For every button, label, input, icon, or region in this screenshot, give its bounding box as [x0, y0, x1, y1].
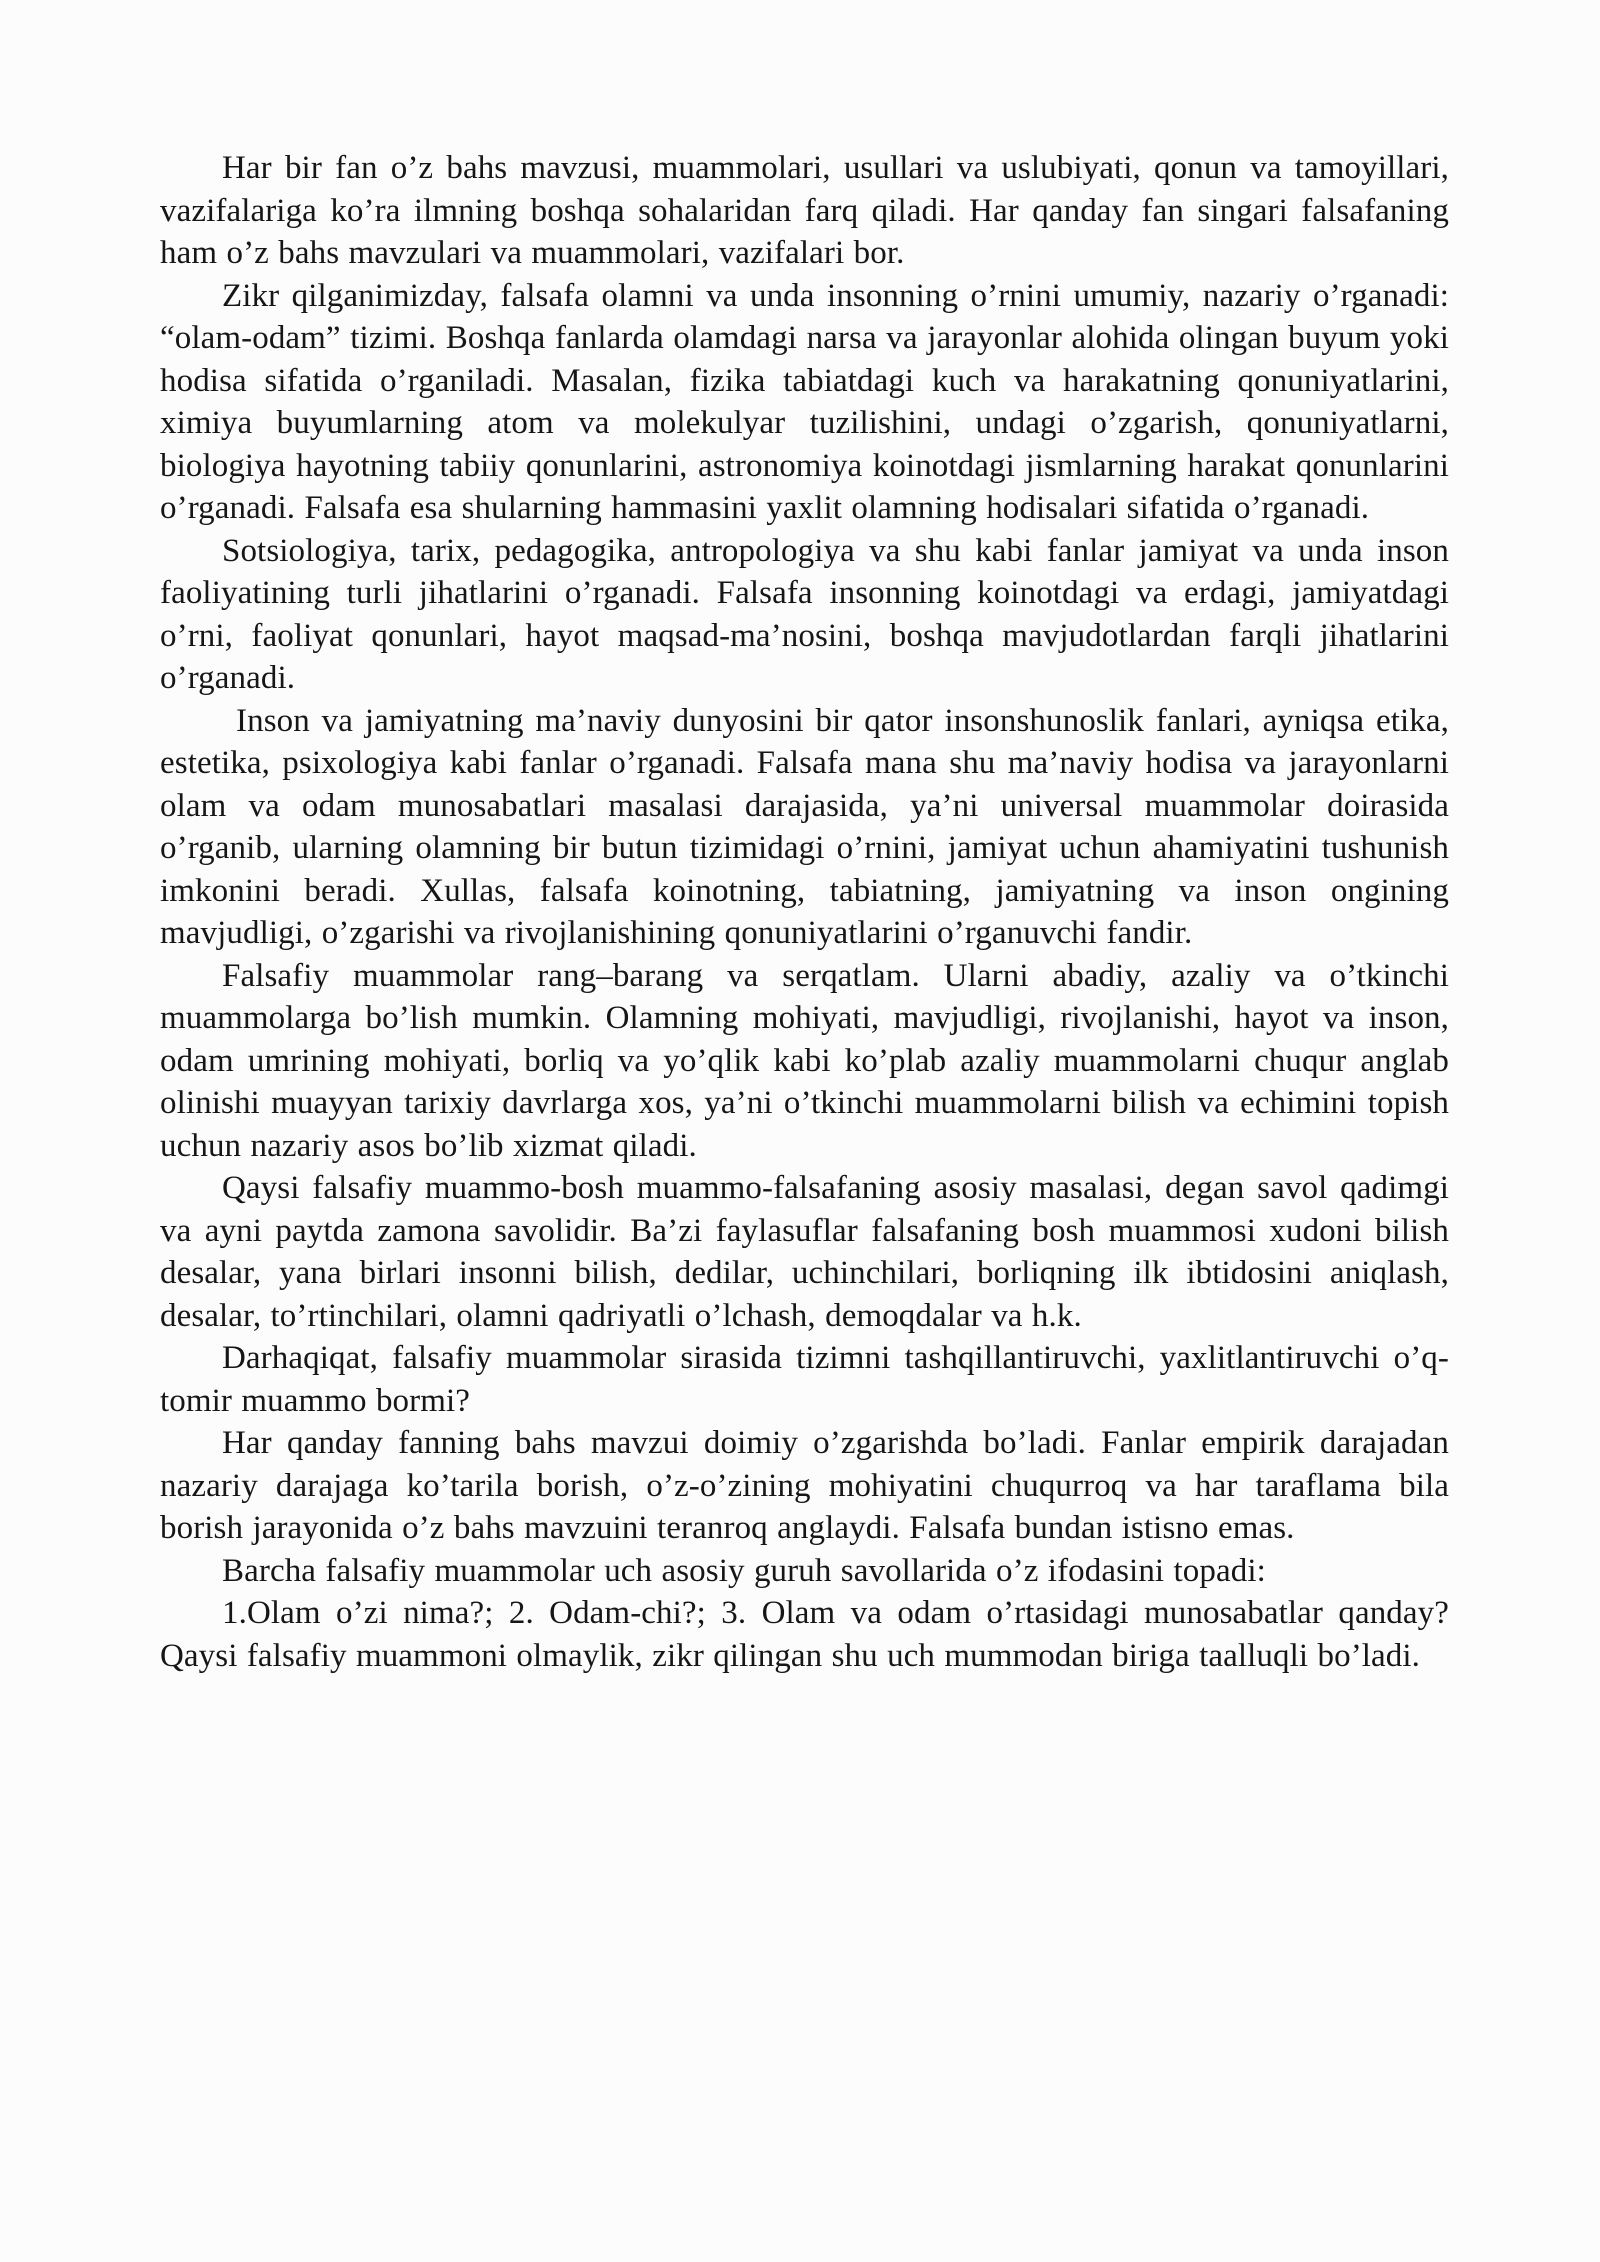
paragraph: Zikr qilganimizday, falsafa olamni va unda insonning o’rnini umumiy, nazariy o’rganadi: “olam-odam” tizimi. Boshqa fanlarda olamdagi narsa va jarayonlar alohida olingan buyum yoki hodisa sifatida o’rganiladi. Masalan, fizika tabiatdagi kuch va harakatning qonuniyatlarini, ximiya buyumlarning atom va molekulyar tuzilishini, undagi o’zgarish, qonuniyatlarni, biologiya hayotning tabiiy qonunlarini, astronomiya koinotdagi jismlarning harakat qonunlarini o’rganadi. Falsafa esa shularning hammasini yaxlit olamning hodisalari sifatida o’rganadi.: [160, 277, 1449, 526]
paragraph: Har bir fan o’z bahs mavzusi, muammolari, usullari va uslubiyati, qonun va tamoyillari, vazifalariga ko’ra ilmning boshqa sohalaridan farq qiladi. Har qanday fan singari falsafaning ham o’z bahs mavzulari va muammolari, vazifalari bor.: [160, 150, 1449, 271]
paragraph: Har qanday fanning bahs mavzui doimiy o’zgarishda bo’ladi. Fanlar empirik darajadan nazariy darajaga ko’tarila borish, o’z-o’zining mohiyatini chuqurroq va har taraflama bila borish jarayonida o’z bahs mavzuini teranroq anglaydi. Falsafa bundan istisno emas.: [160, 1425, 1449, 1546]
paragraph: Falsafiy muammolar rang–barang va serqatlam. Ularni abadiy, azaliy va o’tkinchi muammolarga bo’lish mumkin. Olamning mohiyati, mavjudligi, rivojlanishi, hayot va inson, odam umrining mohiyati, borliq va yo’qlik kabi ko’plab azaliy muammolarni chuqur anglab olinishi muayyan tarixiy davrlarga xos, ya’ni o’tkinchi muammolarni bilish va echimini topish uchun nazariy asos bo’lib xizmat qiladi.: [160, 957, 1449, 1164]
paragraph: Inson va jamiyatning ma’naviy dunyosini bir qator insonshunoslik fanlari, ayniqsa etika, estetika, psixologiya kabi fanlar o’rganadi. Falsafa mana shu ma’naviy hodisa va jarayonlarni olam va odam munosabatlari masalasi darajasida, ya’ni universal muammolar doirasida o’rganib, ularning olamning bir butun tizimidagi o’rnini, jamiyat uchun ahamiyatini tushunish imkonini beradi. Xullas, falsafa koinotning, tabiatning, jamiyatning va inson ongining mavjudligi, o’zgarishi va rivojlanishining qonuniyatlarini o’rganuvchi fandir.: [160, 702, 1449, 951]
paragraph: Darhaqiqat, falsafiy muammolar sirasida tizimni tashqillantiruvchi, yaxlitlantiruvchi o’q-tomir muammo bormi?: [160, 1340, 1449, 1419]
paragraph: Qaysi falsafiy muammo-bosh muammo-falsafaning asosiy masalasi, degan savol qadimgi va ayni paytda zamona savolidir. Ba’zi faylasuflar falsafaning bosh muammosi xudoni bilish desalar, yana birlari insonni bilish, dedilar, uchinchilari, borliqning ilk ibtidosini aniqlash, desalar, to’rtinchilari, olamni qadriyatli o’lchash, demoqdalar va h.k.: [160, 1170, 1449, 1334]
paragraph: Barcha falsafiy muammolar uch asosiy guruh savollarida o’z ifodasini topadi:: [222, 1552, 1266, 1589]
paragraph: 1.Olam o’zi nima?; 2. Odam-chi?; 3. Olam va odam o’rtasidagi munosabatlar qanday? Qaysi falsafiy muammoni olmaylik, zikr qilingan shu uch mummodan biriga taalluqli bo’ladi.: [160, 1595, 1449, 1674]
paragraph: Sotsiologiya, tarix, pedagogika, antropologiya va shu kabi fanlar jamiyat va unda inson faoliyatining turli jihatlarini o’rganadi. Falsafa insonning koinotdagi va erdagi, jamiyatdagi o’rni, faoliyat qonunlari, hayot maqsad-ma’nosini, boshqa mavjudotlardan farqli jihatlarini o’rganadi.: [160, 532, 1449, 696]
